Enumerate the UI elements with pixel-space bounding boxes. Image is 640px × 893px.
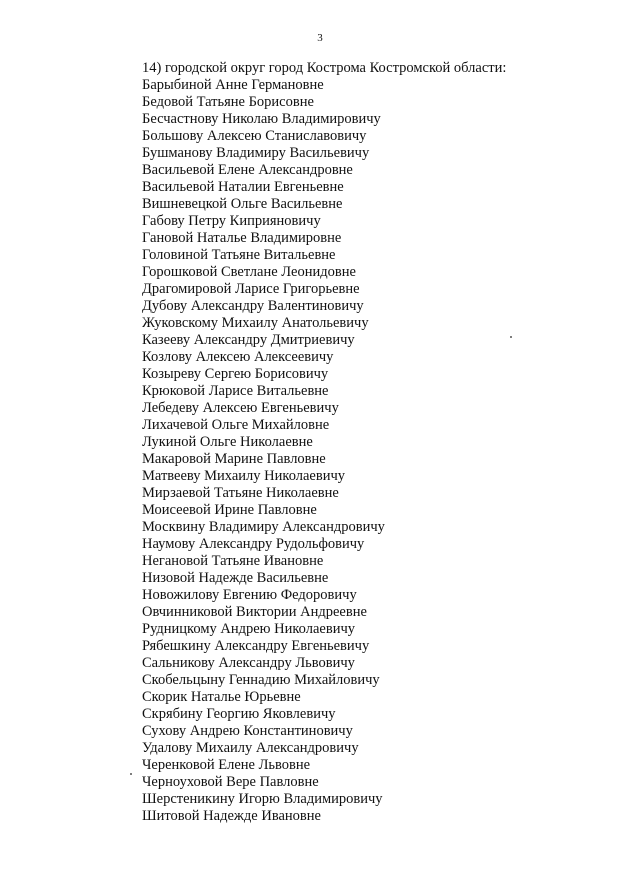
name-entry: Крюковой Ларисе Витальевне bbox=[142, 383, 329, 399]
name-entry: Черенковой Елене Львовне bbox=[142, 757, 311, 773]
name-entry: Мирзаевой Татьяне Николаевне bbox=[142, 485, 339, 501]
name-entry: Головиной Татьяне Витальевне bbox=[142, 247, 336, 263]
name-entry: Шерстеникину Игорю Владимировичу bbox=[142, 791, 383, 807]
name-entry: Сальникову Александру Львовичу bbox=[142, 655, 355, 671]
name-entry: Бедовой Татьяне Борисовне bbox=[142, 94, 314, 110]
name-entry: Скрябину Георгию Яковлевичу bbox=[142, 706, 336, 722]
name-entry: Васильевой Наталии Евгеньевне bbox=[142, 179, 344, 195]
name-entry: Моисеевой Ирине Павловне bbox=[142, 502, 317, 518]
name-entry: Бесчастнову Николаю Владимировичу bbox=[142, 111, 381, 127]
name-entry: Новожилову Евгению Федоровичу bbox=[142, 587, 357, 603]
page-number: 3 bbox=[317, 32, 323, 44]
name-entry: Москвину Владимиру Александровичу bbox=[142, 519, 385, 535]
scan-speck bbox=[130, 773, 132, 775]
name-entry: Лебедеву Алексею Евгеньевичу bbox=[142, 400, 339, 416]
name-entry: Шитовой Надежде Ивановне bbox=[142, 808, 321, 824]
name-entry: Драгомировой Ларисе Григорьевне bbox=[142, 281, 360, 297]
name-entry: Козыреву Сергею Борисовичу bbox=[142, 366, 329, 382]
name-entry: Барыбиной Анне Германовне bbox=[142, 77, 324, 93]
name-entry: Васильевой Елене Александровне bbox=[142, 162, 353, 178]
name-entry: Габову Петру Киприяновичу bbox=[142, 213, 321, 229]
section-heading: 14) городской округ город Кострома Костромской области: bbox=[142, 60, 507, 76]
name-entry: Жуковскому Михаилу Анатольевичу bbox=[142, 315, 369, 331]
name-entry: Лихачевой Ольге Михайловне bbox=[142, 417, 330, 433]
name-entry: Скобельцыну Геннадию Михайловичу bbox=[142, 672, 380, 688]
name-entry: Рудницкому Андрею Николаевичу bbox=[142, 621, 355, 637]
name-entry: Макаровой Марине Павловне bbox=[142, 451, 326, 467]
name-entry: Черноуховой Вере Павловне bbox=[142, 774, 319, 790]
name-entry: Бушманову Владимиру Васильевичу bbox=[142, 145, 370, 161]
scan-speck bbox=[510, 336, 512, 338]
name-entry: Матвееву Михаилу Николаевичу bbox=[142, 468, 346, 484]
name-entry: Удалову Михаилу Александровичу bbox=[142, 740, 359, 756]
name-entry: Казееву Александру Дмитриевичу bbox=[142, 332, 355, 348]
name-entry: Скорик Наталье Юрьевне bbox=[142, 689, 301, 705]
name-entry: Негановой Татьяне Ивановне bbox=[142, 553, 324, 569]
name-entry: Козлову Алексею Алексеевичу bbox=[142, 349, 334, 365]
name-entry: Большову Алексею Станиславовичу bbox=[142, 128, 367, 144]
name-entry: Рябешкину Александру Евгеньевичу bbox=[142, 638, 370, 654]
name-entry: Горошковой Светлане Леонидовне bbox=[142, 264, 356, 280]
name-entry: Лукиной Ольге Николаевне bbox=[142, 434, 313, 450]
name-entry: Низовой Надежде Васильевне bbox=[142, 570, 329, 586]
name-entry: Сухову Андрею Константиновичу bbox=[142, 723, 353, 739]
name-entry: Гановой Наталье Владимировне bbox=[142, 230, 342, 246]
name-entry: Овчинниковой Виктории Андреевне bbox=[142, 604, 367, 620]
name-entry: Дубову Александру Валентиновичу bbox=[142, 298, 364, 314]
names-list bbox=[142, 77, 385, 825]
name-entry: Вишневецкой Ольге Васильевне bbox=[142, 196, 343, 212]
name-entry: Наумову Александру Рудольфовичу bbox=[142, 536, 365, 552]
